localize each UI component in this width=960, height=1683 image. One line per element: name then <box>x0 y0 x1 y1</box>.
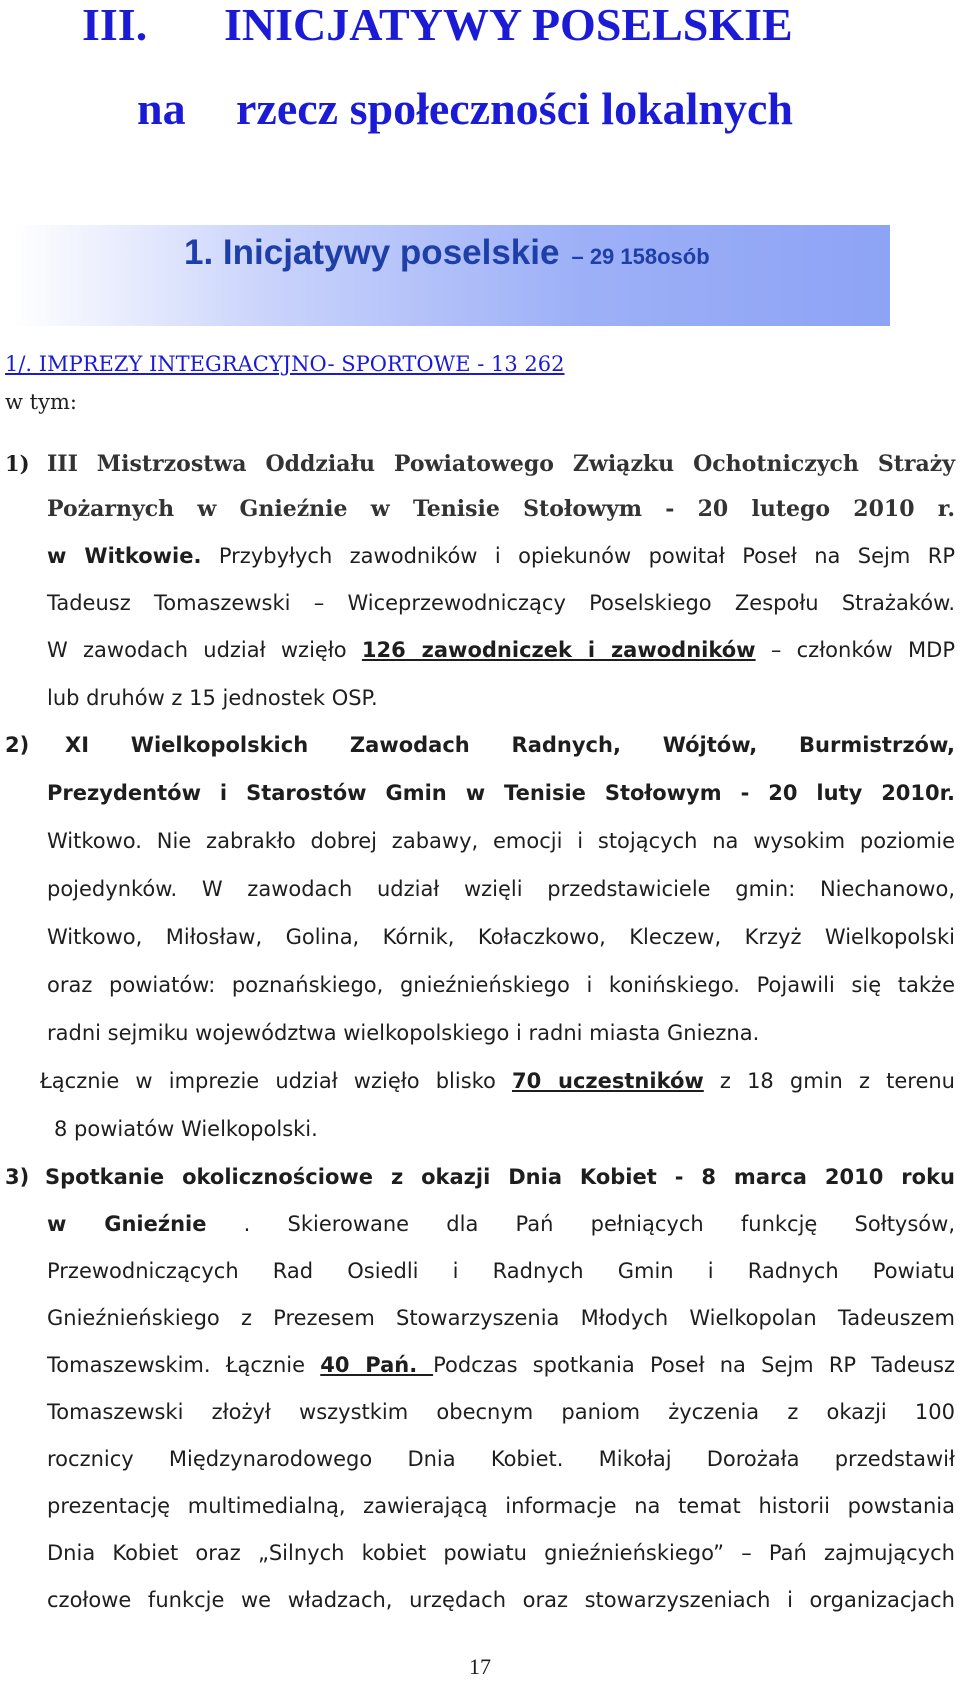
item1-heading-line2: Pożarnych w Gnieźnie w Tenisie Stołowym - 20 lutego 2010 r. <box>47 496 955 522</box>
heading-title-line1: INICJATYWY POSELSKIE <box>224 0 793 50</box>
heading-title-line2-prefix: na <box>137 83 186 134</box>
item2-text-line4: pojedynków. W zawodach udział wzięli przedstawiciele gmin: Niechanowo, <box>47 877 955 901</box>
item1-location: w Witkowie. <box>47 544 202 568</box>
item1-participants: 126 zawodniczek i zawodników <box>361 638 756 662</box>
item1-text-line3 <box>47 541 955 571</box>
item1-heading-line1: III Mistrzostwa Oddziału Powiatowego Związku Ochotniczych Straży <box>47 451 955 477</box>
item3-text-line5 <box>47 1350 955 1380</box>
heading-roman-numeral: III. <box>82 0 148 50</box>
page-number: 17 <box>469 1654 491 1679</box>
item1-text-line5-b: – członków MDP <box>755 638 955 662</box>
item3-heading-line1: Spotkanie okolicznościowe z okazji Dnia Kobiet - 8 marca 2010 roku <box>45 1165 955 1189</box>
item3-text-line6: Tomaszewski złożył wszystkim obecnym paniom życzenia z okazji 100 <box>47 1400 955 1424</box>
item1-text-line6: lub druhów z 15 jednostek OSP. <box>47 686 378 710</box>
item3-text-line7: rocznicy Międzynarodowego Dnia Kobiet. Mikołaj Dorożała przedstawił <box>47 1447 955 1471</box>
item3-text-line5-a: Tomaszewskim. Łącznie <box>47 1353 321 1377</box>
section-subtitle: w tym: <box>5 390 77 414</box>
heading-title-line2: rzecz społeczności lokalnych <box>236 83 794 134</box>
item2-heading-line1: XI Wielkopolskich Zawodach Radnych, Wójtów, Burmistrzów, <box>65 733 955 757</box>
item2-text-line8-a: Łącznie w imprezie udział wzięło blisko <box>40 1069 513 1093</box>
item1-text-line4: Tadeusz Tomaszewski – Wiceprzewodniczący Poselskiego Zespołu Strażaków. <box>47 591 955 615</box>
item3-text-line3: Przewodniczących Rad Osiedli i Radnych Gmin i Radnych Powiatu <box>47 1259 955 1283</box>
item2-text-line8-b: z 18 gmin z terenu <box>703 1069 955 1093</box>
banner-title <box>184 228 710 278</box>
item2-text-line6: oraz powiatów: poznańskiego, gnieźnieńskiego i konińskiego. Pojawili się także <box>47 973 955 997</box>
item2-text-line7: radni sejmiku województwa wielkopolskiego i radni miasta Gniezna. <box>47 1021 760 1045</box>
item1-text-line5 <box>47 635 955 665</box>
item3-text-line2-rest: . Skierowane dla Pań pełniących funkcję Sołtysów, <box>206 1212 956 1236</box>
section-title: 1/. IMPREZY INTEGRACYJNO- SPORTOWE - 13 262 <box>5 352 565 376</box>
item3-text-line4: Gnieźnieńskiego z Prezesem Stowarzyszenia Młodych Wielkopolan Tadeuszem <box>47 1306 955 1330</box>
item3-number: 3) <box>5 1165 30 1189</box>
item2-text-line3: Witkowo. Nie zabrakło dobrej zabawy, emocji i stojących na wysokim poziomie <box>47 829 955 853</box>
item3-text-line9: Dnia Kobiet oraz „Silnych kobiet powiatu gnieźnieńskiego” – Pań zajmujących <box>47 1541 955 1565</box>
item3-text-line10: czołowe funkcje we władzach, urzędach oraz stowarzyszeniach i organizacjach <box>47 1588 955 1612</box>
item3-text-line5-b: Podczas spotkania Poseł na Sejm RP Tadeusz <box>433 1353 956 1377</box>
item1-number: 1) <box>5 451 30 476</box>
item2-participants: 70 uczestników <box>512 1069 704 1093</box>
item3-text-line8: prezentację multimedialną, zawierającą informacje na temat historii powstania <box>47 1494 955 1518</box>
item3-participants: 40 Pań. <box>320 1353 434 1377</box>
item2-number: 2) <box>5 733 30 757</box>
item2-text-line9: 8 powiatów Wielkopolski. <box>54 1117 318 1141</box>
banner-count-text: – 29 158osób <box>571 244 710 269</box>
item2-text-line5: Witkowo, Miłosław, Golina, Kórnik, Kołaczkowo, Kleczew, Krzyż Wielkopolski <box>47 925 955 949</box>
item3-location: w Gnieźnie <box>47 1212 207 1236</box>
banner-main-text: 1. Inicjatywy poselskie <box>184 233 560 272</box>
item1-text-line5-a: W zawodach udział wzięło <box>47 638 362 662</box>
item2-text-line8 <box>40 1066 955 1096</box>
item3-text-line2 <box>47 1209 955 1239</box>
item1-text-line3-rest: Przybyłych zawodników i opiekunów powitał Poseł na Sejm RP <box>201 544 955 568</box>
item2-heading-line2: Prezydentów i Starostów Gmin w Tenisie Stołowym - 20 luty 2010r. <box>47 781 955 805</box>
